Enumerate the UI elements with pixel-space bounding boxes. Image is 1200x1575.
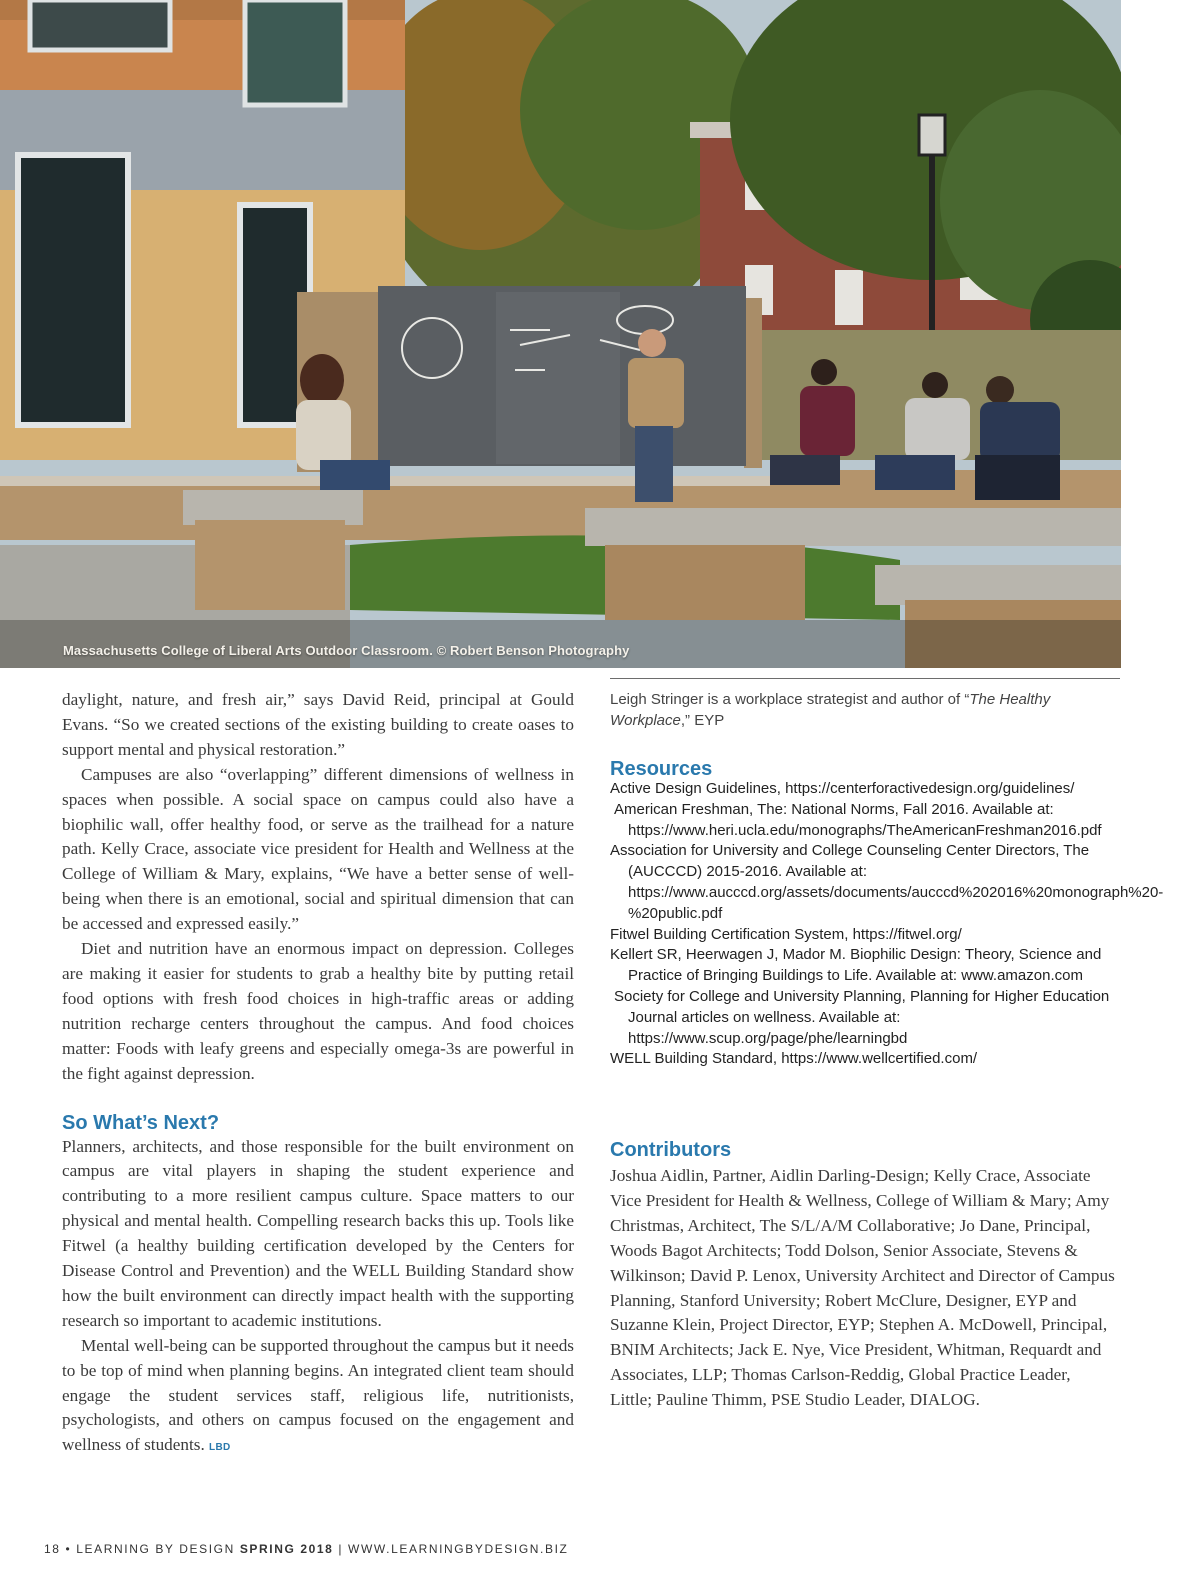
contributors-paragraph: Joshua Aidlin, Partner, Aidlin Darling-Design; Kelly Crace, Associate Vice President for Health & Wellness, College of William & Mary; Amy Christmas, Architect, The S/L/A/M Collaborative; Jo Dane, Principal, Woods Bagot Architects; Todd Dolson, Senior Associate, Stevens & Wilkinson; David P. Lenox, University Architect and Director of Campus Planning, Stanford University; Robert McClure, Designer, EYP and Suzanne Klein, Project Director, EYP; Stephen A. McDowell, Principal, BNIM Architects; Jack E. Nye, Vice President, Whitman, Requardt and Associates, LLP; Thomas Carlson-Reddig, Global Practice Leader, Little; Pauline Thimm, PSE Studio Leader, DIALOG. (610, 1166, 1115, 1410)
author-bio-end: ,” EYP (680, 712, 725, 729)
section-heading-resources: Resources (610, 758, 713, 780)
body-paragraph: daylight, nature, and fresh air,” says David Reid, principal at Gould Evans. “So we created sections of the existing building to create oases to support mental and physical restoration.” (62, 690, 574, 759)
book-title: The Healthy Workplace (610, 691, 1051, 729)
resource-item: Active Design Guidelines, https://centerforactivedesign.org/guidelines/ (610, 780, 1075, 797)
body-paragraph: Campuses are also “overlapping” different dimensions of wellness in spaces when possible. A social space on campus could also have a biophilic wall, offer healthy food, or serve as the trailhead for a nature path. Kelly Crace, associate vice president for Health and Wellness at the College of William & Mary, explains, “We have a better sense of well-being when there is an emotional, social and spiritual dimension that can be accessed and expressed easily.” (62, 764, 574, 934)
body-paragraph: Planners, architects, and those responsible for the built environment on campus are vital players in shaping the student experience and contributing to a more resilient campus culture. Space matters to our physical and mental health. Compelling research backs this up. Tools like Fitwel (a healthy building certification developed by the Centers for Disease Control and Prevention) and the WELL Building Standard show how the built environment can directly impact health with the supporting research so important to academic institutions. (62, 1136, 574, 1330)
section-heading-whats-next: So What’s Next? (62, 1111, 220, 1134)
resources-list (610, 779, 1164, 1070)
resource-item: American Freshman, The: National Norms, Fall 2016. Available at: https://www.heri.ucla.edu/monographs/TheAmericanFreshman2016.pdf (614, 800, 1102, 839)
magazine-name: LEARNING BY DESIGN (76, 1542, 235, 1556)
body-paragraph: Diet and nutrition have an enormous impact on depression. Colleges are making it easier for students to grab a healthy bite by putting retail food options with fresh food choices in high-traffic areas or adding nutrition recharge centers throughout the campus. And food choices matter: Foods with leafy greens and especially omega-3s are powerful in the fight against depression. (62, 939, 574, 1083)
page-footer (44, 1542, 568, 1556)
left-column (62, 688, 574, 1461)
page-number: 18 (44, 1542, 61, 1556)
end-mark: LBD (209, 1442, 231, 1454)
footer-bullet: • (65, 1542, 72, 1556)
closing-paragraph-text: Mental well-being can be supported throughout the campus but it needs to be top of mind when planning begins. An integrated client team should engage the student services staff, religious life, nutritionists, psychologists, and others on campus focused on the engagement and wellness of students. (62, 1335, 574, 1455)
outdoor-classroom-photo (0, 0, 1121, 668)
resource-item: Fitwel Building Certification System, https://fitwel.org/ (610, 925, 962, 943)
column-divider-rule (610, 678, 1120, 679)
resource-item: Society for College and University Planning, Planning for Higher Education Journal articles on wellness. Available at: https://www.scup.org/page/phe/learningbd (614, 987, 1110, 1047)
resource-item: Association for University and College Counseling Center Directors, The (AUCCCD) 2015-2016. Available at: https://www.aucccd.org/assets/documents/aucccd%202016%20monograph%20-%20public.pdf (610, 842, 1164, 922)
author-bio (610, 689, 1122, 731)
resource-item: Kellert SR, Heerwagen J, Mador M. Biophilic Design: Theory, Science and Practice of Bringing Buildings to Life. Available at: www.amazon.com (610, 946, 1102, 985)
author-bio-text: Leigh Stringer is a workplace strategist and author of “ (610, 691, 970, 708)
body-paragraph (62, 1334, 574, 1462)
website-link[interactable]: WWW.LEARNINGBYDESIGN.BIZ (348, 1542, 569, 1556)
photo-image (0, 0, 1121, 668)
section-heading-contributors: Contributors (610, 1139, 732, 1161)
footer-separator: | (338, 1542, 344, 1556)
contributors-text-block (610, 1164, 1116, 1413)
issue-label: SPRING 2018 (239, 1542, 334, 1556)
resource-item: WELL Building Standard, https://www.wellcertified.com/ (610, 1050, 978, 1068)
photo-caption: Massachusetts College of Liberal Arts Outdoor Classroom. © Robert Benson Photography (63, 643, 630, 658)
